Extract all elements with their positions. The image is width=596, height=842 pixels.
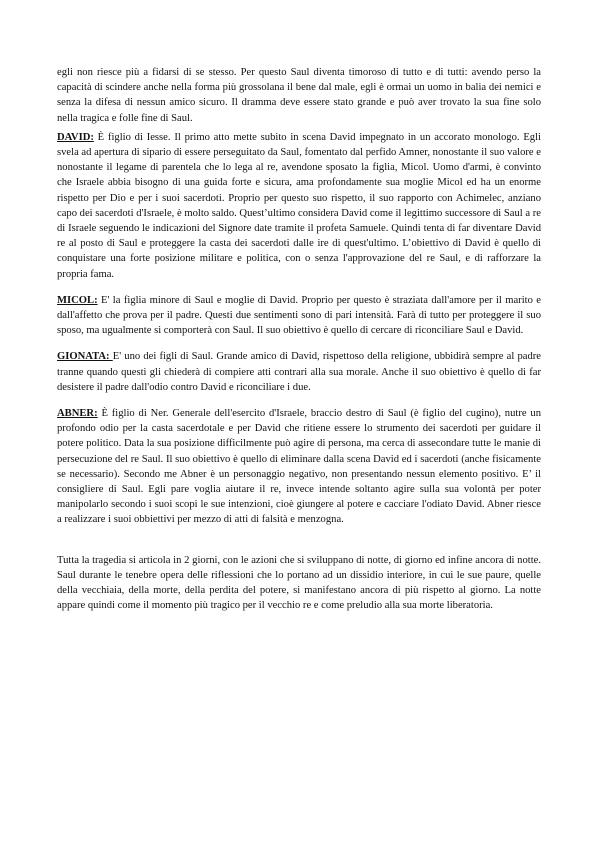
character-name-gionata: GIONATA: bbox=[57, 351, 113, 363]
character-paragraph-david bbox=[57, 130, 541, 282]
character-name-abner: ABNER: bbox=[57, 408, 98, 420]
character-name-micol: MICOL: bbox=[57, 294, 98, 306]
character-text-david: È figlio di Iesse. Il primo atto mette subito in scena David impegnato in un accorato monologo. Egli svela ad apertura di sipario di essere perseguitato da Saul, fomentato dal perfido Amner, nonostante il suo valore e nonostante il legame di parentela che lo lega al re, avendone sposato la figlia, Micol. Uomo d'armi, è convinto che Israele abbia bisogno di una guida forte e sicura, ama profondamente sua moglie Micol ed ha un enorme rispetto per Dio e per i suoi sacerdoti. Proprio per questo suo rispetto, il suo rapporto con Achimelec, anziano capo dei sacerdoti d'Israele, è molto saldo. Quest’ultimo considera David come il legittimo successore di Saul a re di Israele seguendo le indicazioni del Signore date tramite il profeta Samuele. Quindi tenta di far diventare David re al posto di Saul e proteggere la casta dei sacerdoti dalle ire di quest'ultimo. L’obiettivo di David è quello di conquistare una forte posizione militare e politica, con o senza l'approvazione del re Saul, e di rafforzare la propria fama. bbox=[57, 131, 541, 280]
character-text-gionata: E' uno dei figli di Saul. Grande amico di David, rispettoso della religione, ubbidirà sempre al padre tranne quando questi gli chiederà di compiere atti contrari alla sua morale. Anche il suo obiettivo è quello di far desistere il padre dall'odio contro David e riconciliare i due. bbox=[57, 351, 541, 393]
character-text-abner: È figlio di Ner. Generale dell'esercito d'Israele, braccio destro di Saul (è figlio del cugino), nutre un profondo odio per la casta sacerdotale e per David che ritiene essere lo strumento dei sacerdoti per guidare il potere politico. Data la sua posizione difficilmente può agire di persona, ma cerca di assecondare tutte le manie di persecuzione del re Saul. Il suo obiettivo è quello di eliminare dalla scena David ed i sacerdoti (anche fisicamente se necessario). Secondo me Abner è un personaggio negativo, non presentando nessun elemento positivo. E’ il consigliere di Saul. Egli pare voglia aiutare il re, invece intende soltanto agire sulla sua volontà per poter manipolarlo secondo i suoi scopi le sue intenzioni, cioè giungere al potere e cacciare l'odiato David. Abner riesce a realizzare i suoi obbiettivi per mezzo di atti di falsità e menzogna. bbox=[57, 408, 541, 526]
character-text-micol: E' la figlia minore di Saul e moglie di David. Proprio per questo è straziata dall'amore per il marito e dall'affetto che prova per il padre. Questi due sentimenti sono di pari intensità. Farà di tutto per proteggere il suo sposo, ma ugualmente si comporterà con Saul. Il suo obiettivo è quello di cercare di riconciliare Saul e David. bbox=[57, 294, 541, 337]
document-page bbox=[57, 65, 541, 614]
closing-paragraph: Tutta la tragedia si articola in 2 giorni, con le azioni che si sviluppano di notte, di giorno ed infine ancora di notte. Saul durante le tenebre opera delle riflessioni che lo portano ad un dissidio interiore, in cui le sue paure, quelle della vecchiaia, della morte, della perdita del potere, si manifestano ancora di più rispetto al giorno. La notte appare quindi come il momento più tragico per il vecchio re e come preludio alla sua morte liberatoria. bbox=[57, 554, 541, 612]
character-paragraph-micol bbox=[57, 293, 541, 339]
character-paragraph-gionata bbox=[57, 349, 541, 395]
intro-paragraph: egli non riesce più a fidarsi di se stesso. Per questo Saul diventa timoroso di tutto e di tutti: avendo perso la capacità di scindere anche nella forma più grossolana il bene dal male, egli è ormai un uomo in balia dei nemici e senza la difesa di nessun amico sicuro. Il dramma deve essere stato grande e può aver trovato la sua fine solo nella tragica e folle fine di Saul. bbox=[57, 67, 541, 124]
character-paragraph-abner bbox=[57, 406, 541, 528]
character-name-david: DAVID: bbox=[57, 131, 94, 143]
